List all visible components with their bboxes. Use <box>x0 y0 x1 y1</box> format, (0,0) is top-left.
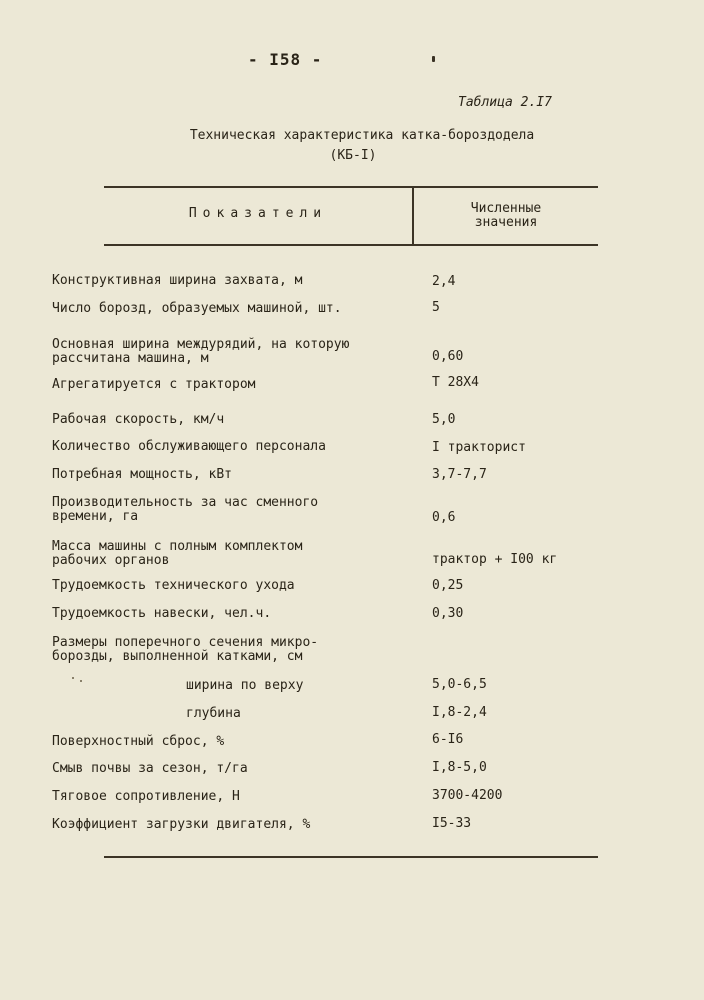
row-label-line: Производительность за час сменного <box>52 495 319 510</box>
row-label-line: ширина по верху <box>186 678 304 693</box>
table-title <box>0 126 704 166</box>
row-value: I тракторист <box>432 440 526 455</box>
row-value: 0,25 <box>432 578 464 593</box>
page-number: - I58 - <box>248 50 323 69</box>
row-label <box>52 274 412 288</box>
row-label-line: Поверхностный сброс, % <box>52 734 225 749</box>
row-label-line: Масса машины с полным комплектом <box>52 539 303 554</box>
row-label-line: рабочих органов <box>52 553 170 568</box>
column-header-values <box>414 202 598 230</box>
page-mark <box>432 56 435 62</box>
row-label <box>52 636 412 664</box>
row-label-line: Коэффициент загрузки двигателя, % <box>52 817 311 832</box>
row-label-line: Основная ширина междурядий, на которую <box>52 337 350 352</box>
row-value: Т 28Х4 <box>432 375 479 390</box>
row-value: 3700-4200 <box>432 788 503 803</box>
row-value: 0,30 <box>432 606 464 621</box>
row-value: I5-33 <box>432 816 472 831</box>
table-title-line-2: (КБ-I) <box>329 148 377 163</box>
row-label-line: Число борозд, образуемых машиной, шт. <box>52 301 342 316</box>
row-value: 5,0 <box>432 412 456 427</box>
row-label-line: Рабочая скорость, км/ч <box>52 412 225 427</box>
row-label <box>52 468 412 482</box>
row-label <box>52 762 412 776</box>
row-label <box>186 707 546 721</box>
row-label-line: Размеры поперечного сечения микро- <box>52 635 319 650</box>
row-label-line: Потребная мощность, кВт <box>52 467 233 482</box>
table-label: Таблица 2.I7 <box>458 95 552 110</box>
row-label-line: Тяговое сопротивление, Н <box>52 789 240 804</box>
row-value: 3,7-7,7 <box>432 467 487 482</box>
row-value: I,8-5,0 <box>432 760 487 775</box>
row-label <box>52 302 412 316</box>
row-label-line: борозды, выполненной катками, см <box>52 649 303 664</box>
row-label <box>186 679 546 693</box>
row-label <box>52 338 412 366</box>
row-label <box>52 440 412 454</box>
row-label <box>52 496 412 524</box>
row-label-line: Смыв почвы за сезон, т/га <box>52 761 248 776</box>
scan-speck <box>80 680 82 682</box>
row-label-line: глубина <box>186 706 241 721</box>
row-label <box>52 818 412 832</box>
column-header-values-line-1: Численные <box>470 201 542 216</box>
row-label <box>52 607 412 621</box>
row-label-line: Количество обслуживающего персонала <box>52 439 326 454</box>
row-label-line: Трудоемкость технического ухода <box>52 578 295 593</box>
column-header-indicators: Показатели <box>188 206 328 221</box>
table-title-line-1: Техническая характеристика катка-бороздодела <box>189 128 535 143</box>
scan-speck <box>72 677 74 679</box>
row-label-line: Трудоемкость навески, чел.ч. <box>52 606 272 621</box>
table-bottom-rule <box>104 856 598 858</box>
table-header-rule <box>104 244 598 246</box>
row-value: 2,4 <box>432 274 456 289</box>
row-value: 5 <box>432 300 440 315</box>
row-label <box>52 579 412 593</box>
row-label <box>52 790 412 804</box>
column-header-values-line-2: значения <box>474 215 538 230</box>
row-value: 5,0-6,5 <box>432 677 487 692</box>
row-label-line: Конструктивная ширина захвата, м <box>52 273 303 288</box>
row-label <box>52 540 412 568</box>
row-value: трактор + I00 кг <box>432 552 558 567</box>
row-value: 6-I6 <box>432 732 464 747</box>
row-value: I,8-2,4 <box>432 705 487 720</box>
row-label-line: рассчитана машина, м <box>52 351 209 366</box>
row-value: 0,60 <box>432 349 464 364</box>
row-label-line: Агрегатируется с трактором <box>52 377 256 392</box>
table-top-rule <box>104 186 598 188</box>
row-label <box>52 735 412 749</box>
row-label <box>52 413 412 427</box>
row-value: 0,6 <box>432 510 456 525</box>
row-label <box>52 378 412 392</box>
row-label-line: времени, га <box>52 509 139 524</box>
